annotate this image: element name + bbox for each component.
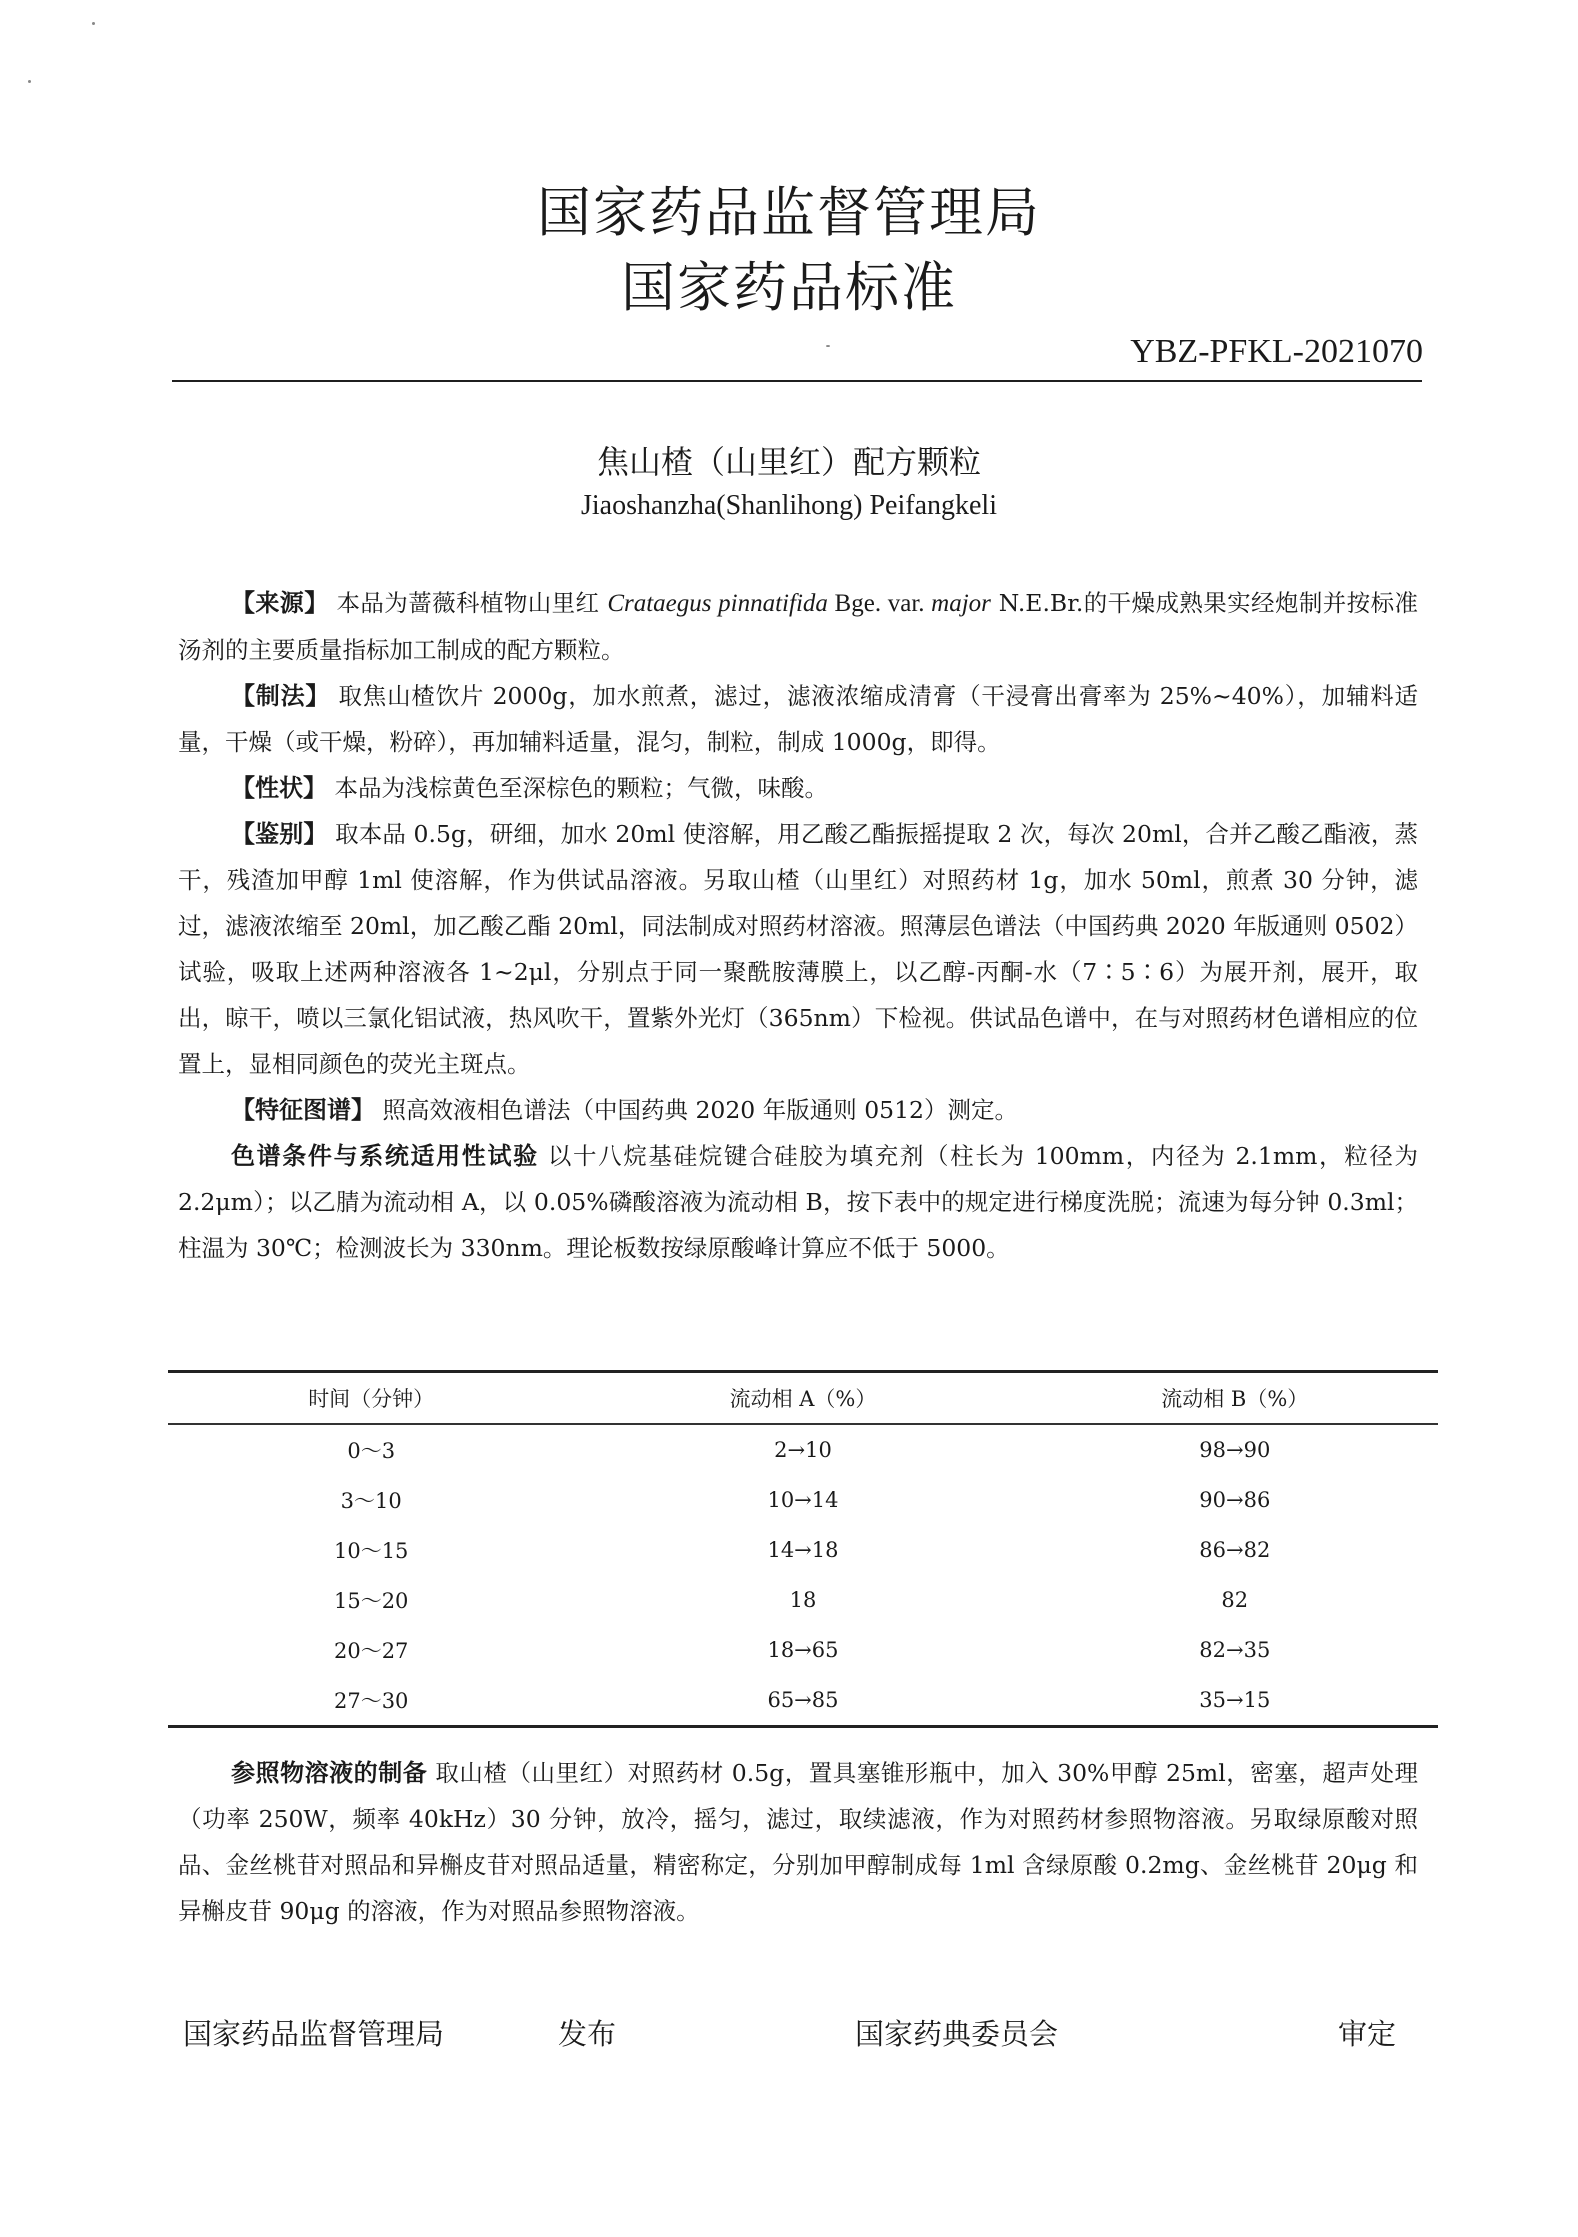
scan-speck [92, 22, 95, 25]
table-row [168, 1675, 1438, 1725]
reference-text: 取山楂（山里红）对照药材 0.5g，置具塞锥形瓶中，加入 30%甲醇 25ml，密塞，超声处理（功率 250W，频率 40kHz）30 分钟，放冷，摇匀，滤过，取续滤液，作为对照药材参照物溶液。另取绿原酸对照品、金丝桃苷对照品和异槲皮苷对照品适量，精密称定，分别加甲醇制成每 1ml 含绿原酸 0.2mg、金丝桃苷 20μg 和异槲皮苷 90μg 的溶液，作为对照品参照物溶液。 [178, 1759, 1419, 1925]
cell-time: 27～30 [333, 1688, 409, 1713]
method-paragraph [178, 673, 1418, 765]
chromatography-text: 以十八烷基硅烷键合硅胶为填充剂（柱长为 100mm，内径为 2.1mm，粒径为 2.2μm）；以乙腈为流动相 A，以 0.05%磷酸溶液为流动相 B，按下表中的规定进行梯度洗脱；流速为每分钟 0.3ml；柱温为 30℃；检测波长为 330nm。理论板数按绿原酸峰计算应不低于 5000。 [178, 1142, 1418, 1262]
source-text-2: Bge. var. [827, 590, 932, 617]
cell-phase-a: 18 [789, 1587, 817, 1612]
source-latin-variety: major [931, 590, 991, 617]
table-bottom-rule [168, 1725, 1438, 1728]
cell-phase-a: 10→14 [767, 1487, 839, 1512]
footer [0, 2012, 1578, 2062]
table-row [168, 1425, 1438, 1475]
scan-speck [28, 80, 31, 83]
source-text-1: 本品为蔷薇科植物山里红 [336, 589, 600, 617]
gradient-table [168, 1370, 1438, 1728]
source-text-3: N.E.Br.的干燥成熟果实经炮制并按标准汤剂的主要质量指标加工制成的配方颗粒。 [178, 589, 1418, 664]
reference-paragraph [178, 1750, 1418, 1934]
header-time: 时间（分钟） [308, 1387, 435, 1411]
cell-phase-b: 35→15 [1199, 1687, 1271, 1712]
header-phase-a: 流动相 A（%） [729, 1387, 877, 1411]
character-paragraph [178, 765, 1418, 811]
character-text: 本品为浅棕黄色至深棕色的颗粒；气微，味酸。 [334, 774, 828, 802]
method-text: 取焦山楂饮片 2000g，加水煎煮，滤过，滤液浓缩成清膏（干浸膏出膏率为 25%~40%），加辅料适量，干燥（或干燥，粉碎），再加辅料适量，混匀，制粒，制成 1000g，即得。 [178, 682, 1418, 756]
table-row [168, 1475, 1438, 1525]
table-row [168, 1525, 1438, 1575]
source-tag: 【来源】 [231, 589, 329, 617]
table-header-row [168, 1373, 1438, 1423]
table-row [168, 1575, 1438, 1625]
cell-phase-a: 65→85 [767, 1687, 839, 1712]
document-pinyin-title: Jiaoshanzha(Shanlihong) Peifangkeli [580, 490, 997, 521]
identification-paragraph [178, 811, 1418, 1087]
identification-text: 取本品 0.5g，研细，加水 20ml 使溶解，用乙酸乙酯振摇提取 2 次，每次 20ml，合并乙酸乙酯液，蒸干，残渣加甲醇 1ml 使溶解，作为供试品溶液。另取山楂（山里红）对照药材 1g，加水 50ml，煎煮 30 分钟，滤过，滤液浓缩至 20ml，加乙酸乙酯 20ml，同法制成对照药材溶液。照薄层色谱法（中国药典 2020 年版通则 0502）试验，吸取上述两种溶液各 1~2μl，分别点于同一聚酰胺薄膜上，以乙醇-丙酮-水（7∶5∶6）为展开剂，展开，取出，晾干，喷以三氯化铝试液，热风吹干，置紫外光灯（365nm）下检视。供试品色谱中，在与对照药材色谱相应的位置上，显相同颜色的荧光主斑点。 [178, 820, 1418, 1078]
footer-issue-action: 发布 [558, 2017, 617, 2051]
identification-tag: 【鉴别】 [231, 820, 328, 848]
cell-time: 0～3 [347, 1438, 396, 1463]
standard-number: YBZ-PFKL-2021070 [1130, 333, 1423, 370]
cell-time: 3～10 [340, 1488, 402, 1513]
cell-phase-b: 82 [1221, 1587, 1249, 1612]
agency-title: 国家药品监督管理局 [537, 181, 1041, 244]
header-rule [172, 380, 1422, 382]
table-row [168, 1625, 1438, 1675]
fingerprint-text: 照高效液相色谱法（中国药典 2020 年版通则 0512）测定。 [382, 1096, 1019, 1124]
document-title: 焦山楂（山里红）配方颗粒 [596, 443, 981, 481]
cell-phase-b: 90→86 [1199, 1487, 1271, 1512]
chromatography-paragraph [178, 1133, 1418, 1271]
cell-phase-b: 98→90 [1199, 1437, 1271, 1462]
reference-section [178, 1750, 1418, 1934]
character-tag: 【性状】 [231, 774, 327, 802]
cell-phase-b: 86→82 [1199, 1537, 1271, 1562]
source-latin-species: Crataegus pinnatifida [607, 590, 828, 617]
cell-time: 10～15 [333, 1538, 409, 1563]
method-tag: 【制法】 [231, 682, 331, 710]
footer-reviewer: 国家药典委员会 [855, 2017, 1059, 2051]
footer-issuer: 国家药品监督管理局 [183, 2017, 445, 2051]
footer-review-action: 审定 [1338, 2017, 1397, 2051]
cell-time: 20～27 [333, 1638, 409, 1663]
cell-time: 15～20 [333, 1588, 409, 1613]
fingerprint-tag: 【特征图谱】 [231, 1096, 375, 1124]
cell-phase-a: 18→65 [767, 1637, 839, 1662]
cell-phase-a: 2→10 [774, 1437, 832, 1462]
scan-speck [826, 345, 830, 347]
standard-type-title: 国家药品标准 [621, 256, 957, 319]
header-phase-b: 流动相 B（%） [1161, 1387, 1309, 1411]
cell-phase-a: 14→18 [767, 1537, 839, 1562]
chromatography-subtitle: 色谱条件与系统适用性试验 [231, 1142, 539, 1170]
reference-subtitle: 参照物溶液的制备 [231, 1759, 428, 1787]
cell-phase-b: 82→35 [1199, 1637, 1271, 1662]
monograph-body [178, 580, 1418, 1271]
source-paragraph [178, 580, 1418, 673]
fingerprint-paragraph [178, 1087, 1418, 1133]
